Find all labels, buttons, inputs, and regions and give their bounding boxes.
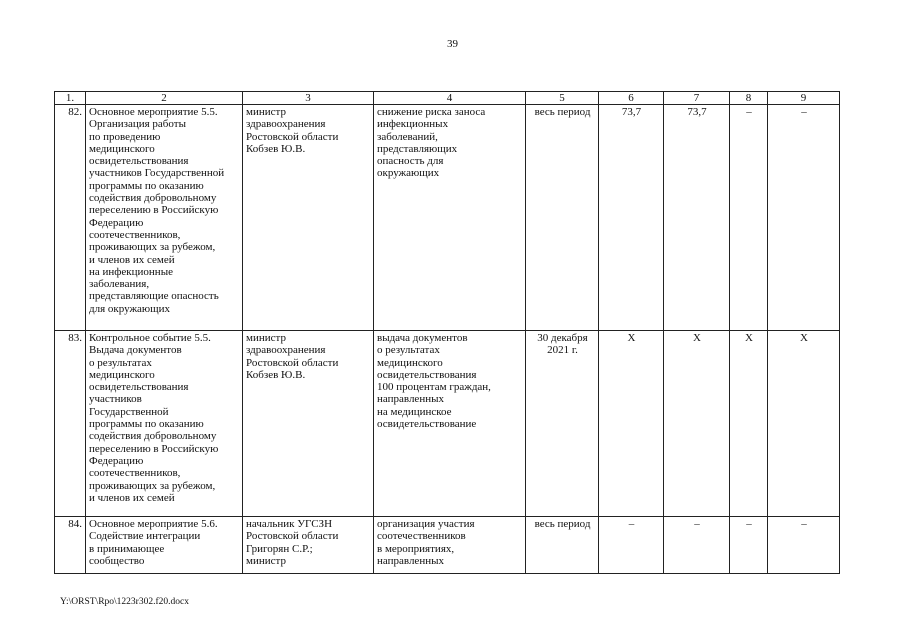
cell-text-line: Федерацию (89, 216, 144, 229)
value-cell-9: – (768, 105, 840, 331)
value-cell-8: – (730, 105, 768, 331)
cell-text-line: содействия добровольному (89, 192, 217, 205)
cell-text-line: участников Государственной (89, 167, 225, 180)
cell-text-line: выдача документов (377, 332, 468, 344)
cell-text-line: министр (246, 332, 286, 344)
cell-text-line: содействия добровольному (89, 430, 217, 443)
cell-text-line: весь период (534, 518, 591, 530)
cell-text-line: Содействие интеграции (89, 530, 201, 543)
cell-text-line: начальник УГСЗН (246, 518, 333, 530)
row-number: 82. (55, 105, 86, 331)
cell-text-line: заболеваний, (377, 130, 438, 143)
row-number: 84. (55, 517, 86, 574)
term-cell (526, 517, 599, 574)
cell-text-line: весь период (534, 106, 591, 118)
cell-text-line: и членов их семей (89, 253, 175, 266)
cell-text-line: соотечественников (377, 530, 466, 543)
cell-text-line: для окружающих (89, 302, 171, 315)
cell-text-line: Контрольное событие 5.5. (89, 332, 211, 344)
cell-text-line: на медицинское (377, 405, 452, 418)
cell-text-line: Государственной (89, 405, 169, 418)
cell-text-line: инфекционных (377, 118, 449, 131)
cell-text-line: Выдача документов (89, 344, 182, 357)
activity-cell (86, 517, 243, 574)
cell-text-line: освидетельствование (377, 418, 477, 431)
cell-text-line: переселению в Российскую (89, 442, 219, 455)
result-cell (374, 105, 526, 331)
col-header-8: 8 (730, 92, 768, 105)
value-cell-6: X (599, 331, 664, 517)
value-cell-7: 73,7 (664, 105, 730, 331)
responsible-cell (243, 517, 374, 574)
cell-text-line: Ростовской области (246, 356, 339, 369)
cell-text-line: представляющие опасность (89, 290, 219, 303)
value-cell-6: 73,7 (599, 105, 664, 331)
col-header-9: 9 (768, 92, 840, 105)
value-cell-8: – (730, 517, 768, 574)
cell-text-line: медицинского (89, 142, 155, 155)
activity-cell (86, 331, 243, 517)
program-table (54, 91, 840, 574)
table-row (55, 517, 840, 574)
value-cell-7: X (664, 331, 730, 517)
cell-text-line: о результатах (377, 344, 440, 357)
cell-text-line: проживающих за рубежом, (89, 241, 216, 254)
cell-text-line: освидетельствования (89, 155, 189, 168)
cell-text-line: в принимающее (89, 542, 165, 555)
col-header-1: 1. (55, 92, 86, 105)
cell-text-line: представляющих (377, 142, 458, 155)
cell-text-line: о результатах (89, 356, 152, 369)
cell-text-line: окружающих (377, 167, 440, 180)
cell-text-line: снижение риска заноса (377, 106, 486, 118)
value-cell-8: X (730, 331, 768, 517)
cell-text-line: освидетельствования (89, 381, 189, 394)
header-row (55, 92, 840, 105)
responsible-cell (243, 331, 374, 517)
cell-text-line: Основное мероприятие 5.5. (89, 106, 218, 118)
col-header-6: 6 (599, 92, 664, 105)
cell-text-line: организация участия (377, 518, 475, 530)
col-header-3: 3 (243, 92, 374, 105)
result-cell (374, 331, 526, 517)
cell-text-line: Григорян С.Р.; (246, 542, 313, 555)
page-number: 39 (447, 38, 458, 50)
cell-text-line: на инфекционные (89, 265, 173, 278)
cell-text-line: министр (246, 106, 286, 118)
cell-text-line: 30 декабря (537, 332, 588, 344)
cell-text-line: переселению в Российскую (89, 204, 219, 217)
cell-text-line: Кобзев Ю.В. (246, 142, 306, 155)
col-header-2: 2 (86, 92, 243, 105)
responsible-cell (243, 105, 374, 331)
cell-text-line: опасность для (377, 155, 444, 168)
col-header-5: 5 (526, 92, 599, 105)
cell-text-line: направленных (377, 554, 444, 567)
cell-text-line: заболевания, (89, 278, 150, 291)
cell-text-line: Ростовской области (246, 530, 339, 543)
cell-text-line: участников (89, 393, 142, 406)
cell-text-line: в мероприятиях, (377, 542, 455, 555)
activity-cell (86, 105, 243, 331)
cell-text-line: и членов их семей (89, 491, 175, 504)
cell-text-line: 2021 г. (547, 344, 578, 357)
cell-text-line: здравоохранения (246, 344, 326, 357)
cell-text-line: медицинского (89, 368, 155, 381)
cell-text-line: сообщество (89, 554, 145, 567)
cell-text-line: по проведению (89, 130, 161, 143)
cell-text-line: медицинского (377, 356, 443, 369)
col-header-4: 4 (374, 92, 526, 105)
term-cell (526, 331, 599, 517)
cell-text-line: программы по оказанию (89, 179, 204, 192)
cell-text-line: Основное мероприятие 5.6. (89, 518, 218, 530)
cell-text-line: Ростовской области (246, 130, 339, 143)
term-cell (526, 105, 599, 331)
footer-file-path: Y:\ORST\Rpo\1223r302.f20.docx (60, 597, 189, 607)
cell-text-line: Кобзев Ю.В. (246, 368, 306, 381)
result-cell (374, 517, 526, 574)
value-cell-7: – (664, 517, 730, 574)
value-cell-9: X (768, 331, 840, 517)
cell-text-line: Федерацию (89, 454, 144, 467)
cell-text-line: Организация работы (89, 118, 186, 131)
cell-text-line: здравоохранения (246, 118, 326, 131)
cell-text-line: соотечественников, (89, 228, 181, 241)
table-row (55, 105, 840, 331)
col-header-7: 7 (664, 92, 730, 105)
value-cell-6: – (599, 517, 664, 574)
cell-text-line: министр (246, 554, 286, 567)
cell-text-line: 100 процентам граждан, (377, 381, 491, 394)
cell-text-line: программы по оказанию (89, 418, 204, 431)
cell-text-line: проживающих за рубежом, (89, 479, 216, 492)
table-row (55, 331, 840, 517)
cell-text-line: соотечественников, (89, 467, 181, 480)
cell-text-line: освидетельствования (377, 368, 477, 381)
cell-text-line: направленных (377, 393, 444, 406)
value-cell-9: – (768, 517, 840, 574)
row-number: 83. (55, 331, 86, 517)
